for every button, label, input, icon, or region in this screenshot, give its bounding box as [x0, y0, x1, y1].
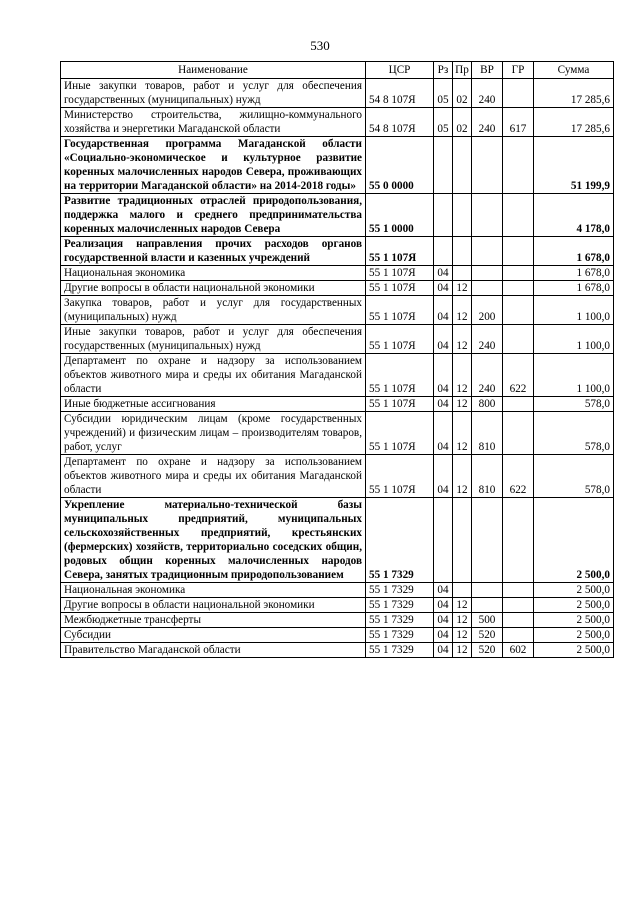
row-name: Субсидии юридическим лицам (кроме государственных учреждений) и физическим лицам – производителям товаров, работ, услуг	[61, 412, 366, 455]
row-name: Субсидии	[61, 628, 366, 643]
row-pr: 02	[453, 79, 472, 108]
row-name: Иные бюджетные ассигнования	[61, 397, 366, 412]
row-name: Межбюджетные трансферты	[61, 613, 366, 628]
row-rz: 04	[434, 613, 453, 628]
row-rz: 04	[434, 296, 453, 325]
row-name: Укрепление материально-технической базы муниципальных предприятий, муниципальных сельскохозяйственных предприятий, крестьянских (фермерских) хозяйств, территориально соседских общин, родовых общин коренных малочисленных народов Севера, занятых традиционным природопользованием	[61, 498, 366, 583]
row-vr: 240	[472, 354, 503, 397]
table-header-row	[61, 62, 614, 79]
row-name: Правительство Магаданской области	[61, 643, 366, 658]
row-vr	[472, 598, 503, 613]
row-gr	[503, 79, 534, 108]
column-header-name: Наименование	[61, 62, 366, 79]
row-gr	[503, 412, 534, 455]
row-sum: 4 178,0	[534, 194, 614, 237]
row-rz: 04	[434, 354, 453, 397]
row-gr: 622	[503, 455, 534, 498]
table-row	[61, 498, 614, 583]
row-csr: 55 1 107Я	[366, 354, 434, 397]
row-pr	[453, 137, 472, 194]
row-rz: 04	[434, 583, 453, 598]
table-row	[61, 354, 614, 397]
row-vr: 500	[472, 613, 503, 628]
row-pr: 12	[453, 325, 472, 354]
row-vr	[472, 137, 503, 194]
row-vr: 240	[472, 325, 503, 354]
row-pr: 12	[453, 397, 472, 412]
row-name: Закупка товаров, работ и услуг для государственных (муниципальных) нужд	[61, 296, 366, 325]
row-csr: 55 1 7329	[366, 643, 434, 658]
row-rz: 04	[434, 281, 453, 296]
row-sum: 1 100,0	[534, 325, 614, 354]
table-row	[61, 194, 614, 237]
column-header-sum: Сумма	[534, 62, 614, 79]
table-row	[61, 237, 614, 266]
row-rz: 04	[434, 397, 453, 412]
table-row	[61, 108, 614, 137]
row-sum: 578,0	[534, 412, 614, 455]
row-pr	[453, 498, 472, 583]
table-row	[61, 296, 614, 325]
row-vr: 810	[472, 455, 503, 498]
table-row	[61, 643, 614, 658]
row-vr	[472, 237, 503, 266]
row-pr: 02	[453, 108, 472, 137]
row-name: Национальная экономика	[61, 266, 366, 281]
row-gr	[503, 137, 534, 194]
table-row	[61, 455, 614, 498]
column-header-vr: ВР	[472, 62, 503, 79]
row-gr: 622	[503, 354, 534, 397]
row-csr: 55 1 107Я	[366, 237, 434, 266]
row-sum: 1 678,0	[534, 281, 614, 296]
row-csr: 55 1 7329	[366, 583, 434, 598]
row-rz: 04	[434, 598, 453, 613]
row-csr: 55 1 107Я	[366, 455, 434, 498]
row-name: Иные закупки товаров, работ и услуг для обеспечения государственных (муниципальных) нужд	[61, 325, 366, 354]
row-sum: 578,0	[534, 455, 614, 498]
row-gr	[503, 325, 534, 354]
row-pr: 12	[453, 296, 472, 325]
row-pr: 12	[453, 412, 472, 455]
row-pr: 12	[453, 281, 472, 296]
row-csr: 55 0 0000	[366, 137, 434, 194]
row-sum: 17 285,6	[534, 108, 614, 137]
row-csr: 55 1 107Я	[366, 296, 434, 325]
page-number: 530	[310, 38, 330, 53]
budget-table	[60, 61, 614, 658]
row-gr	[503, 194, 534, 237]
row-csr: 55 1 7329	[366, 598, 434, 613]
row-rz: 04	[434, 325, 453, 354]
table-row	[61, 281, 614, 296]
row-sum: 578,0	[534, 397, 614, 412]
row-rz: 05	[434, 108, 453, 137]
row-name: Другие вопросы в области национальной экономики	[61, 281, 366, 296]
row-vr: 240	[472, 108, 503, 137]
row-rz: 04	[434, 643, 453, 658]
row-csr: 55 1 107Я	[366, 397, 434, 412]
row-rz: 04	[434, 628, 453, 643]
row-gr	[503, 296, 534, 325]
row-csr: 55 1 107Я	[366, 266, 434, 281]
row-gr: 602	[503, 643, 534, 658]
row-vr	[472, 194, 503, 237]
row-csr: 55 1 7329	[366, 628, 434, 643]
row-vr: 810	[472, 412, 503, 455]
row-rz: 04	[434, 266, 453, 281]
row-csr: 55 1 107Я	[366, 412, 434, 455]
row-name: Реализация направления прочих расходов органов государственной власти и казенных учреждений	[61, 237, 366, 266]
column-header-pr: Пр	[453, 62, 472, 79]
row-csr: 55 1 0000	[366, 194, 434, 237]
row-gr	[503, 266, 534, 281]
row-rz	[434, 237, 453, 266]
row-vr: 800	[472, 397, 503, 412]
row-name: Государственная программа Магаданской области «Социально-экономическое и культурное развитие коренных малочисленных народов Севера, проживающих на территории Магаданской области» на 2014-2018 годы»	[61, 137, 366, 194]
row-sum: 17 285,6	[534, 79, 614, 108]
row-pr: 12	[453, 643, 472, 658]
row-sum: 2 500,0	[534, 628, 614, 643]
table-row	[61, 583, 614, 598]
row-pr: 12	[453, 628, 472, 643]
row-vr	[472, 281, 503, 296]
row-pr	[453, 237, 472, 266]
row-sum: 2 500,0	[534, 643, 614, 658]
table-row	[61, 598, 614, 613]
table-row	[61, 79, 614, 108]
row-pr	[453, 583, 472, 598]
row-rz: 04	[434, 412, 453, 455]
row-sum: 51 199,9	[534, 137, 614, 194]
row-gr	[503, 397, 534, 412]
row-name: Национальная экономика	[61, 583, 366, 598]
table-row	[61, 613, 614, 628]
row-sum: 1 100,0	[534, 354, 614, 397]
row-sum: 2 500,0	[534, 583, 614, 598]
row-pr	[453, 194, 472, 237]
row-vr: 200	[472, 296, 503, 325]
row-name: Другие вопросы в области национальной экономики	[61, 598, 366, 613]
row-gr	[503, 583, 534, 598]
row-csr: 55 1 7329	[366, 613, 434, 628]
row-sum: 1 678,0	[534, 266, 614, 281]
column-header-csr: ЦСР	[366, 62, 434, 79]
row-csr: 55 1 7329	[366, 498, 434, 583]
row-csr: 55 1 107Я	[366, 325, 434, 354]
row-vr	[472, 498, 503, 583]
row-sum: 1 678,0	[534, 237, 614, 266]
row-sum: 1 100,0	[534, 296, 614, 325]
row-vr: 520	[472, 643, 503, 658]
row-csr: 54 8 107Я	[366, 108, 434, 137]
row-gr	[503, 237, 534, 266]
row-csr: 54 8 107Я	[366, 79, 434, 108]
row-vr	[472, 583, 503, 598]
row-pr: 12	[453, 613, 472, 628]
row-sum: 2 500,0	[534, 598, 614, 613]
row-name: Департамент по охране и надзору за использованием объектов животного мира и среды их обитания Магаданской области	[61, 354, 366, 397]
row-pr	[453, 266, 472, 281]
column-header-gr: ГР	[503, 62, 534, 79]
table-row	[61, 325, 614, 354]
row-gr	[503, 628, 534, 643]
row-gr	[503, 281, 534, 296]
row-rz	[434, 498, 453, 583]
row-pr: 12	[453, 598, 472, 613]
row-gr: 617	[503, 108, 534, 137]
row-name: Иные закупки товаров, работ и услуг для обеспечения государственных (муниципальных) нужд	[61, 79, 366, 108]
table-row	[61, 628, 614, 643]
table-row	[61, 266, 614, 281]
row-sum: 2 500,0	[534, 498, 614, 583]
row-gr	[503, 613, 534, 628]
row-vr: 240	[472, 79, 503, 108]
row-csr: 55 1 107Я	[366, 281, 434, 296]
row-vr	[472, 266, 503, 281]
row-rz	[434, 194, 453, 237]
row-pr: 12	[453, 455, 472, 498]
row-rz: 05	[434, 79, 453, 108]
row-gr	[503, 498, 534, 583]
row-rz: 04	[434, 455, 453, 498]
row-rz	[434, 137, 453, 194]
row-name: Департамент по охране и надзору за использованием объектов животного мира и среды их обитания Магаданской области	[61, 455, 366, 498]
table-row	[61, 397, 614, 412]
row-name: Министерство строительства, жилищно-коммунального хозяйства и энергетики Магаданской области	[61, 108, 366, 137]
row-vr: 520	[472, 628, 503, 643]
row-pr: 12	[453, 354, 472, 397]
row-gr	[503, 598, 534, 613]
row-sum: 2 500,0	[534, 613, 614, 628]
table-row	[61, 137, 614, 194]
table-row	[61, 412, 614, 455]
row-name: Развитие традиционных отраслей природопользования, поддержка малого и среднего предпринимательства коренных малочисленных народов Севера	[61, 194, 366, 237]
column-header-rz: Рз	[434, 62, 453, 79]
